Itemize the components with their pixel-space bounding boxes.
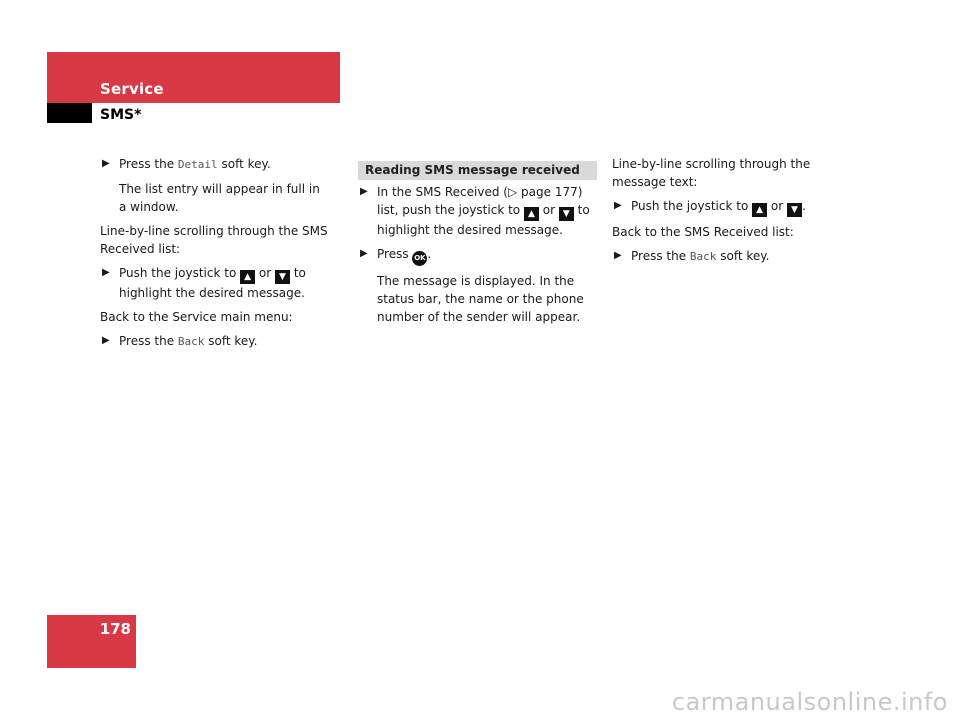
step-bullet-icon: ▶: [102, 158, 110, 169]
subsection-marker: [47, 103, 92, 123]
page-number: 178: [99, 620, 131, 638]
step-push-joystick: ▶ Push the joystick to ▲ or ▼ to highlight the desired message.: [102, 266, 306, 300]
column-left: [100, 155, 330, 357]
step-push-joystick: ▶ Push the joystick to ▲ or ▼ .: [614, 199, 806, 215]
step-bullet-icon: ▶: [614, 250, 622, 261]
paragraph: Line-by-line scrolling through the SMS Received list:: [100, 224, 328, 256]
watermark: carmanualsonline.info: [671, 688, 948, 716]
arrow-up-icon: ▲: [752, 203, 767, 217]
arrow-up-icon: ▲: [524, 207, 539, 221]
column-right: [612, 155, 862, 272]
step-note: The list entry will appear in full in a window.: [119, 182, 320, 214]
arrow-down-icon: ▼: [787, 203, 802, 217]
step-bullet-icon: ▶: [360, 186, 368, 197]
step-bullet-icon: ▶: [614, 200, 622, 211]
section-title: Service: [100, 80, 164, 98]
step-bullet-icon: ▶: [360, 248, 368, 259]
subsection-title: SMS*: [100, 107, 142, 123]
page-reference: page 177: [521, 185, 578, 199]
subheading: Reading SMS message received: [365, 163, 580, 177]
section-header-bar: [47, 52, 340, 103]
step-bullet-icon: ▶: [102, 335, 110, 346]
step-press-ok: ▶ Press OK .: [358, 245, 598, 266]
arrow-down-icon: ▼: [275, 270, 290, 284]
step-bullet-icon: ▶: [102, 267, 110, 278]
step-press-detail: ▶ Press the Detail soft key.: [102, 157, 271, 171]
softkey-label: Back: [177, 335, 205, 348]
step-push-joystick: ▶ In the SMS Received (▷ page 177) list, push the joystick to ▲ or ▼ to highlight the desired message.: [360, 185, 590, 237]
ok-button-icon: OK: [412, 251, 427, 266]
step-note: The message is displayed. In the status bar, the name or the phone number of the sender will appear.: [377, 274, 584, 324]
arrow-down-icon: ▼: [559, 207, 574, 221]
step-press-back: ▶ Press the Back soft key.: [614, 249, 770, 263]
softkey-label: Detail: [177, 158, 218, 171]
paragraph: Line-by-line scrolling through the message text:: [612, 157, 811, 189]
paragraph: Back to the SMS Received list:: [612, 225, 794, 239]
page-ref-arrow-icon: ▷: [507, 185, 518, 199]
paragraph: Back to the Service main menu:: [100, 310, 293, 324]
step-press-back: ▶ Press the Back soft key.: [102, 334, 258, 348]
arrow-up-icon: ▲: [240, 270, 255, 284]
softkey-label: Back: [689, 250, 717, 263]
